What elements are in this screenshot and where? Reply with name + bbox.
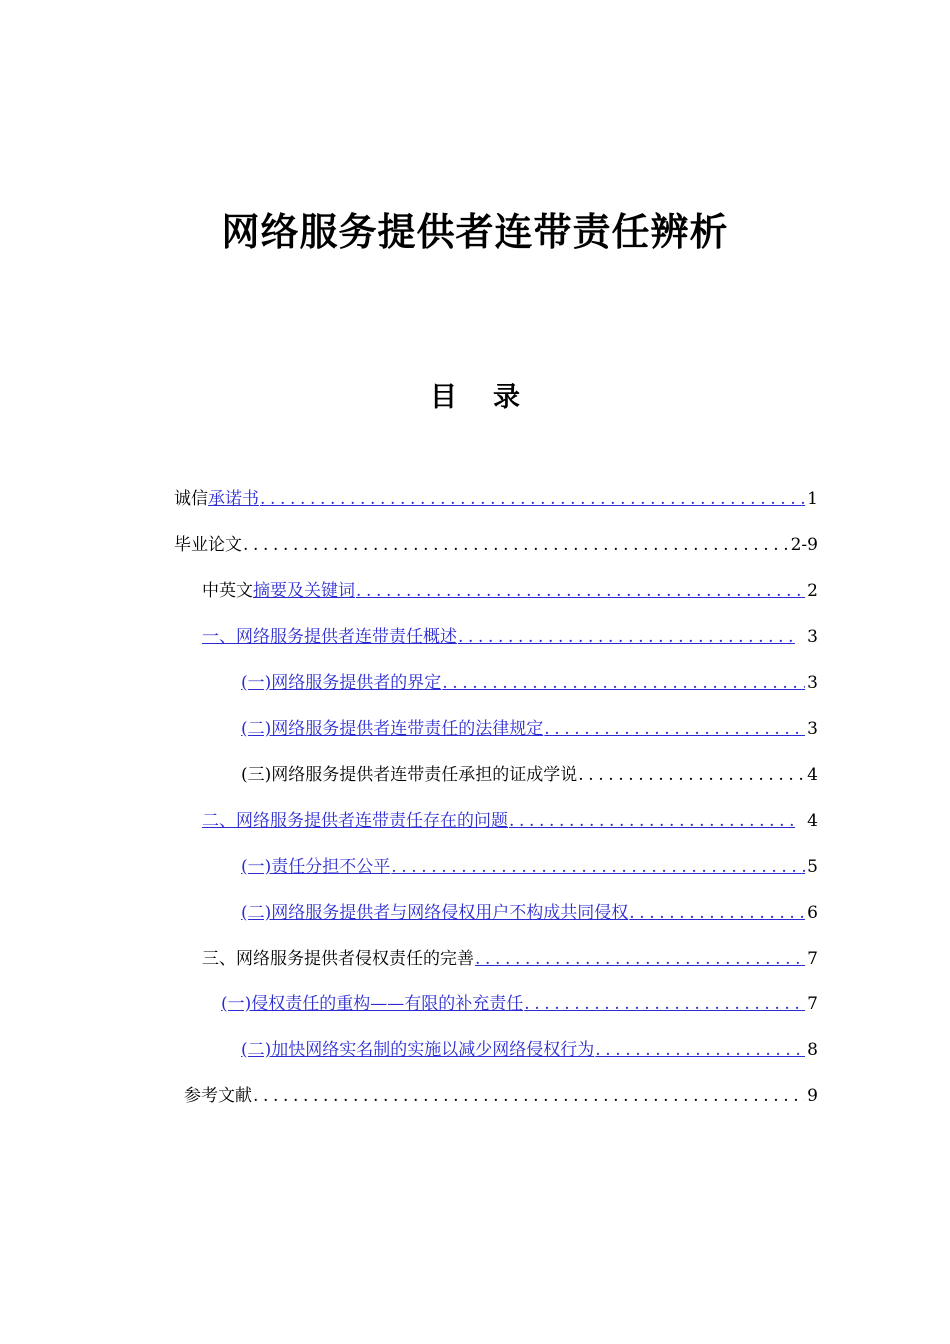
- toc-heading-char-1: 目: [430, 382, 457, 413]
- toc-leader-dots: [629, 900, 805, 926]
- toc-entry-link[interactable]: (一)网络服务提供者的界定: [241, 673, 442, 693]
- toc-page-number: 3: [807, 627, 818, 647]
- toc-entry-integrity-pledge[interactable]: [174, 486, 818, 512]
- toc-entry-link[interactable]: 一、网络服务提供者连带责任概述: [202, 627, 457, 647]
- toc-leader-dots: [578, 762, 805, 788]
- toc-page-number: 3: [807, 719, 818, 739]
- toc-entry-link[interactable]: (一)责任分担不公平: [241, 857, 391, 877]
- toc-leader-dots: [391, 854, 805, 880]
- toc-entry-link[interactable]: (二)网络服务提供者连带责任的法律规定: [241, 719, 544, 739]
- toc-entry-text: 三、网络服务提供者侵权责任的完善: [202, 949, 474, 969]
- toc-leader-dots: [509, 808, 795, 834]
- toc-leader-dots[interactable]: [475, 946, 805, 972]
- toc-leader-dots: [260, 486, 805, 512]
- toc-entry-link[interactable]: 摘要及关键词: [253, 581, 355, 601]
- toc-page-number: 1: [807, 489, 818, 509]
- toc-page-number: 8: [807, 1040, 818, 1060]
- toc-entry-section-1-1[interactable]: [241, 670, 818, 696]
- toc-entry-section-2-2[interactable]: [241, 900, 818, 926]
- toc-entry-chapter-1[interactable]: [202, 624, 818, 650]
- toc-page-number: 4: [807, 765, 818, 785]
- toc-page-number: 4: [807, 811, 818, 831]
- toc-entry-link[interactable]: (二)网络服务提供者与网络侵权用户不构成共同侵权: [241, 903, 629, 923]
- document-title: 网络服务提供者连带责任辨析: [221, 210, 729, 254]
- toc-heading-char-2: 录: [493, 382, 520, 413]
- toc-entry-abstract[interactable]: [202, 578, 818, 604]
- toc-entry-text: (三)网络服务提供者连带责任承担的证成学说: [241, 765, 578, 785]
- toc-entry-prefix: 中英文: [202, 581, 253, 601]
- toc-page-number: 6: [807, 903, 818, 923]
- toc-entry-references: [184, 1083, 818, 1109]
- toc-entry-section-3-1[interactable]: [221, 991, 818, 1017]
- toc-entry-link[interactable]: (一)侵权责任的重构——有限的补充责任: [221, 994, 524, 1014]
- toc-leader-dots: [524, 991, 805, 1017]
- toc-page-number: 7: [807, 949, 818, 969]
- toc-entry-chapter-3[interactable]: [202, 946, 818, 972]
- toc-entry-section-3-2[interactable]: [241, 1037, 818, 1063]
- toc-leader-dots: [442, 670, 805, 696]
- toc-entry-thesis: [174, 532, 818, 558]
- toc-leader-dots: [458, 624, 795, 650]
- toc-entry-prefix: 诚信: [174, 489, 208, 509]
- toc-entry-link[interactable]: 二、网络服务提供者连带责任存在的问题: [202, 811, 508, 831]
- toc-leader-dots: [356, 578, 805, 604]
- toc-entry-text: 参考文献: [184, 1086, 252, 1106]
- toc-page-number: 5: [807, 857, 818, 877]
- toc-leader-dots: [544, 716, 805, 742]
- toc-leader-dots: [595, 1037, 805, 1063]
- toc-entry-link[interactable]: 承诺书: [208, 489, 259, 509]
- toc-entry-section-2-1[interactable]: [241, 854, 818, 880]
- toc-page-number: 7: [807, 994, 818, 1014]
- toc-leader-dots: [243, 532, 789, 558]
- toc-page-number: 9: [807, 1086, 818, 1106]
- toc-entry-section-1-3: [241, 762, 818, 788]
- toc-page-number: 3: [807, 673, 818, 693]
- toc-entry-text: 毕业论文: [174, 535, 242, 555]
- toc-page-number: 2-9: [790, 535, 818, 555]
- toc-entry-link[interactable]: (二)加快网络实名制的实施以减少网络侵权行为: [241, 1040, 595, 1060]
- toc-entry-section-1-2[interactable]: [241, 716, 818, 742]
- toc-entry-chapter-2[interactable]: [202, 808, 818, 834]
- toc-page-number: 2: [807, 581, 818, 601]
- toc-leader-dots: [253, 1083, 805, 1109]
